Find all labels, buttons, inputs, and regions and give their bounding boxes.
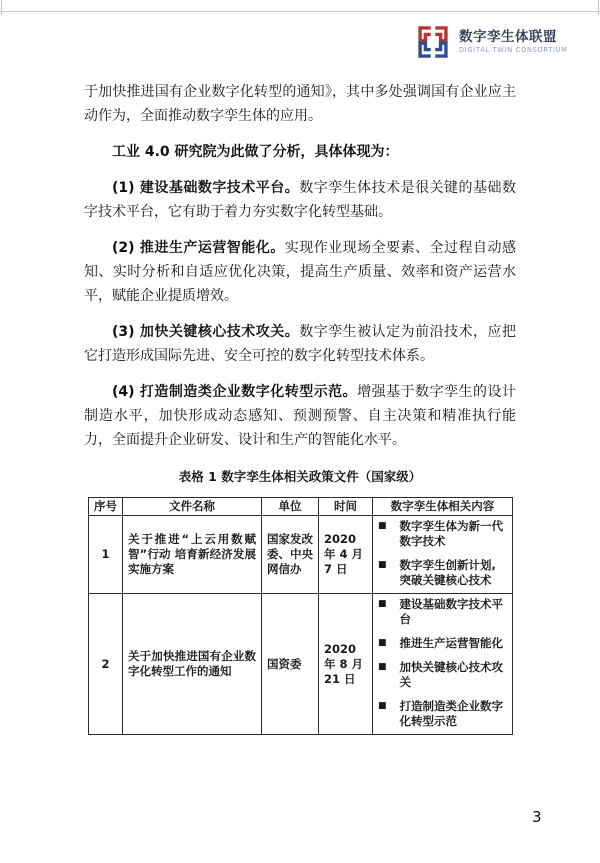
logo-text — [459, 29, 568, 55]
cell-serial-number: 1 — [89, 516, 123, 594]
bullet-item — [378, 699, 507, 729]
bullet-item — [378, 597, 507, 627]
bullet-square-icon: ■ — [378, 599, 387, 609]
cell-document-name: 关于加快推进国有企业数字化转型工作的通知 — [123, 594, 262, 735]
paragraph-lead: (2) 推进生产运营智能化。 — [112, 240, 285, 256]
cell-date: 2020 年 8 月 21 日 — [319, 594, 373, 735]
paragraphs — [84, 80, 516, 452]
cell-date: 2020 年 4 月 7 日 — [319, 516, 373, 594]
paragraph-lead: (4) 打造制造类企业数字化转型示范。 — [112, 384, 358, 400]
page-number: 3 — [532, 808, 542, 826]
bullet-item — [378, 519, 507, 549]
table-column-header: 文件名称 — [123, 498, 262, 516]
cell-related-content — [373, 516, 513, 594]
bullet-square-icon: ■ — [378, 662, 387, 672]
paragraph — [84, 140, 516, 164]
cell-serial-number: 2 — [89, 594, 123, 735]
bullet-text: 数字孪生体为新一代数字技术 — [399, 519, 504, 548]
logo-name-en: DIGITAL TWIN CONSORTIUM — [459, 46, 568, 54]
bullet-square-icon: ■ — [378, 638, 387, 648]
bullet-item — [378, 636, 507, 651]
paragraph-lead: (3) 加快关键核心技术攻关。 — [112, 324, 300, 340]
page-edge-tick-left — [1, 0, 2, 15]
page-edge-tick-right — [598, 0, 599, 15]
cell-issuing-unit: 国资委 — [262, 594, 319, 735]
paragraph: (1) 建设基础数字技术平台。数字孪生体技术是很关键的基础数字技术平台，它有助于着力夯实数字化转型基础。 — [84, 180, 516, 220]
paragraph: 于加快推进国有企业数字化转型的通知》，其中多处强调国有企业应主动作为，全面推动数字孪生体的应用。 — [84, 84, 516, 124]
bullet-text: 数字孪生创新计划, 突破关键核心技术 — [399, 558, 496, 587]
bullet-item — [378, 558, 507, 588]
paragraph-lead: 工业 4.0 研究院为此做了分析，具体体现为： — [112, 144, 399, 160]
table-column-header: 数字孪生体相关内容 — [373, 498, 513, 516]
paragraph: (4) 打造制造类企业数字化转型示范。增强基于数字孪生的设计制造水平，加快形成动态感知、预测预警、自主决策和精准执行能力，全面提升企业研发、设计和生产的智能化水平。 — [84, 384, 516, 448]
paragraph-lead: (1) 建设基础数字技术平台。 — [112, 180, 300, 196]
bullet-text: 加快关键核心技术攻关 — [399, 660, 504, 689]
table-column-header: 单位 — [262, 498, 319, 516]
digital-twin-consortium-logo-icon — [414, 23, 452, 61]
paragraph: (3) 加快关键核心技术攻关。数字孪生被认定为前沿技术，应把它打造形成国际先进、安全可控的数字化转型技术体系。 — [84, 324, 516, 364]
bullet-square-icon: ■ — [378, 701, 387, 711]
policy-table-section — [88, 467, 512, 735]
org-logo — [414, 23, 568, 61]
logo-top-red — [420, 28, 446, 41]
table-row — [89, 594, 513, 735]
logo-bottom-blue — [420, 43, 446, 56]
bullet-square-icon: ■ — [378, 521, 387, 531]
table-column-header: 时间 — [319, 498, 373, 516]
cell-document-name: 关于推进“上云用数赋智”行动 培育新经济发展实施方案 — [123, 516, 262, 594]
policy-table — [88, 497, 513, 735]
table-caption: 表格 1 数字孪生体相关政策文件（国家级） — [178, 469, 422, 484]
body-text — [84, 80, 516, 464]
table-header-row — [89, 498, 513, 516]
bullet-text: 建设基础数字技术平台 — [399, 597, 504, 626]
page-edge-line — [0, 11, 600, 12]
table-column-header: 序号 — [89, 498, 123, 516]
bullet-item — [378, 660, 507, 690]
logo-name-cn: 数字孪生体联盟 — [459, 29, 557, 45]
cell-issuing-unit: 国家发改委、中央网信办 — [262, 516, 319, 594]
bullet-text: 推进生产运营智能化 — [399, 636, 504, 650]
bullet-square-icon: ■ — [378, 560, 387, 570]
table-row — [89, 516, 513, 594]
cell-related-content — [373, 594, 513, 735]
paragraph: (2) 推进生产运营智能化。实现作业现场全要素、全过程自动感知、实时分析和自适应优化决策，提高生产质量、效率和资产运营水平，赋能企业提质增效。 — [84, 240, 516, 304]
bullet-text: 打造制造类企业数字化转型示范 — [399, 699, 504, 728]
